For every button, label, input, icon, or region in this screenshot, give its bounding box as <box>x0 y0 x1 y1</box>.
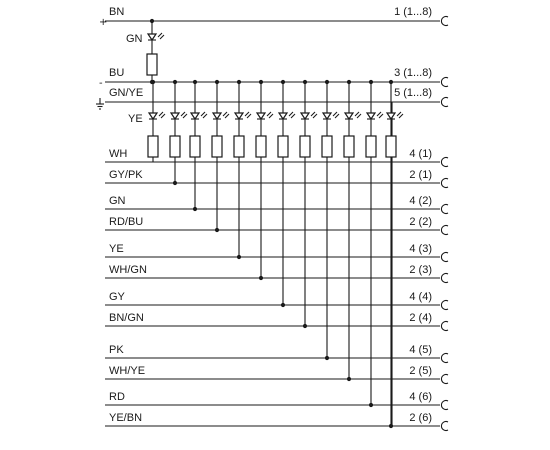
power-resistor <box>147 54 157 75</box>
channel-led-icon-8-ray-2 <box>313 114 317 118</box>
channel-led-icon-2-ray-2 <box>183 114 187 118</box>
output-pin-7: 4 (4) <box>409 291 432 303</box>
junction-dot <box>259 276 263 280</box>
channel-led-icon-11-ray-1 <box>377 112 381 116</box>
channel-resistor-3 <box>190 136 200 157</box>
output-label-12: YE/BN <box>109 412 143 424</box>
junction-dot <box>389 424 393 428</box>
junction-dot <box>347 377 351 381</box>
rail-pin-1: 1 (1...8) <box>394 6 432 18</box>
rail-label-2: BU <box>109 67 125 79</box>
channel-led-icon-3 <box>191 113 199 119</box>
junction-dot <box>325 356 329 360</box>
output-pin-1: 4 (1) <box>409 148 432 160</box>
junction-dot <box>215 228 219 232</box>
terminal-output-2 <box>441 179 448 188</box>
rail-label-3: GN/YE <box>109 87 144 99</box>
channel-led-icon-12-ray-2 <box>399 114 403 118</box>
channel-led-icon-7-ray-2 <box>291 114 295 118</box>
junction-dot <box>215 80 219 84</box>
junction-dot <box>173 181 177 185</box>
output-label-3: GN <box>109 195 126 207</box>
output-label-8: BN/GN <box>109 312 144 324</box>
channel-resistor-6 <box>256 136 266 157</box>
channel-led-icon-10 <box>345 113 353 119</box>
channel-led-icon-3-ray-1 <box>201 112 205 116</box>
channel-led-icon-9-ray-2 <box>335 114 339 118</box>
output-pin-9: 4 (5) <box>409 344 432 356</box>
output-pin-2: 2 (1) <box>409 169 432 181</box>
junction-dot <box>369 403 373 407</box>
output-label-4: RD/BU <box>109 216 144 228</box>
channel-resistor-12 <box>386 136 396 157</box>
channel-led-icon-8-ray-1 <box>311 112 315 116</box>
channel-resistor-4 <box>212 136 222 157</box>
channel-resistor-5 <box>234 136 244 157</box>
channel-led-icon-9-ray-1 <box>333 112 337 116</box>
terminal-output-1 <box>441 158 448 167</box>
terminal-output-7 <box>441 300 448 309</box>
channel-resistor-2 <box>170 136 180 157</box>
terminal-rail-2 <box>441 78 448 87</box>
junction-dot <box>325 80 329 84</box>
channel-led-icon-3-ray-2 <box>203 114 207 118</box>
terminal-output-4 <box>441 226 448 235</box>
terminal-output-8 <box>441 322 448 331</box>
power-led-icon-ray-2 <box>160 35 164 39</box>
junction-dot <box>150 19 154 23</box>
channel-led-icon-6-ray-2 <box>269 114 273 118</box>
junction-dot <box>347 80 351 84</box>
junction-dot <box>193 207 197 211</box>
channel-led-icon-9 <box>323 113 331 119</box>
output-label-10: WH/YE <box>109 365 146 377</box>
output-label-5: YE <box>109 243 124 255</box>
channel-led-icon-11 <box>367 113 375 119</box>
terminal-output-9 <box>441 354 448 363</box>
output-pin-10: 2 (5) <box>409 365 432 377</box>
channel-led-icon-10-ray-1 <box>355 112 359 116</box>
channel-led-icon-7-ray-1 <box>289 112 293 116</box>
channel-resistor-7 <box>278 136 288 157</box>
channel-resistor-11 <box>366 136 376 157</box>
junction-dot <box>389 80 393 84</box>
junction-dot <box>193 80 197 84</box>
terminal-rail-1 <box>441 17 448 26</box>
channel-led-icon-7 <box>279 113 287 119</box>
channel-led-icon-4-ray-2 <box>225 114 229 118</box>
junction-dot <box>259 80 263 84</box>
junction-dot <box>173 80 177 84</box>
output-label-11: RD <box>109 391 125 403</box>
channel-led-icon-10-ray-2 <box>357 114 361 118</box>
power-led-icon-ray-1 <box>158 33 162 37</box>
junction-dot <box>237 80 241 84</box>
junction-dot <box>303 324 307 328</box>
output-pin-4: 2 (2) <box>409 216 432 228</box>
output-pin-3: 4 (2) <box>409 195 432 207</box>
output-label-7: GY <box>109 291 125 303</box>
channel-led-icon-6-ray-1 <box>267 112 271 116</box>
output-pin-12: 2 (6) <box>409 412 432 424</box>
rail-pin-2: 3 (1...8) <box>394 67 432 79</box>
output-pin-6: 2 (3) <box>409 264 432 276</box>
channel-led-icon-12 <box>387 113 395 119</box>
channel-led-icon-2 <box>171 113 179 119</box>
channel-led-icon-5 <box>235 113 243 119</box>
output-label-9: PK <box>109 344 124 356</box>
output-label-2: GY/PK <box>109 169 143 181</box>
channel-led-icon-5-ray-1 <box>245 112 249 116</box>
minus-sign: - <box>99 78 103 89</box>
channel-led-icon-1-ray-2 <box>161 114 165 118</box>
output-label-1: WH <box>109 148 128 160</box>
terminal-output-5 <box>441 253 448 262</box>
channel-led-icon-6 <box>257 113 265 119</box>
channel-led-icon-5-ray-2 <box>247 114 251 118</box>
channel-led-icon-4-ray-1 <box>223 112 227 116</box>
terminal-output-6 <box>441 274 448 283</box>
output-pin-5: 4 (3) <box>409 243 432 255</box>
terminal-output-10 <box>441 375 448 384</box>
rail-label-1: BN <box>109 6 125 18</box>
channel-resistor-1 <box>148 136 158 157</box>
rail-pin-3: 5 (1...8) <box>394 87 432 99</box>
channel-led-label: YE <box>128 113 143 125</box>
channel-resistor-10 <box>344 136 354 157</box>
output-label-6: WH/GN <box>109 264 147 276</box>
junction-dot <box>303 80 307 84</box>
channel-led-icon-1 <box>149 113 157 119</box>
channel-led-icon-11-ray-2 <box>379 114 383 118</box>
channel-led-icon-1-ray-1 <box>159 112 163 116</box>
plus-sign: + <box>99 17 108 28</box>
junction-dot <box>369 80 373 84</box>
channel-led-icon-12-ray-1 <box>397 112 401 116</box>
terminal-output-3 <box>441 205 448 214</box>
channel-resistor-9 <box>322 136 332 157</box>
terminal-rail-3 <box>441 98 448 107</box>
junction-dot <box>281 80 285 84</box>
channel-led-icon-8 <box>301 113 309 119</box>
channel-resistor-8 <box>300 136 310 157</box>
channel-led-icon-4 <box>213 113 221 119</box>
junction-dot <box>281 303 285 307</box>
power-led-label: GN <box>126 33 143 45</box>
channel-led-icon-2-ray-1 <box>181 112 185 116</box>
terminal-output-11 <box>441 401 448 410</box>
power-led-icon <box>148 34 156 40</box>
junction-dot <box>237 255 241 259</box>
output-pin-8: 2 (4) <box>409 312 432 324</box>
output-pin-11: 4 (6) <box>409 391 432 403</box>
terminal-output-12 <box>441 422 448 431</box>
junction-dot <box>151 80 155 84</box>
